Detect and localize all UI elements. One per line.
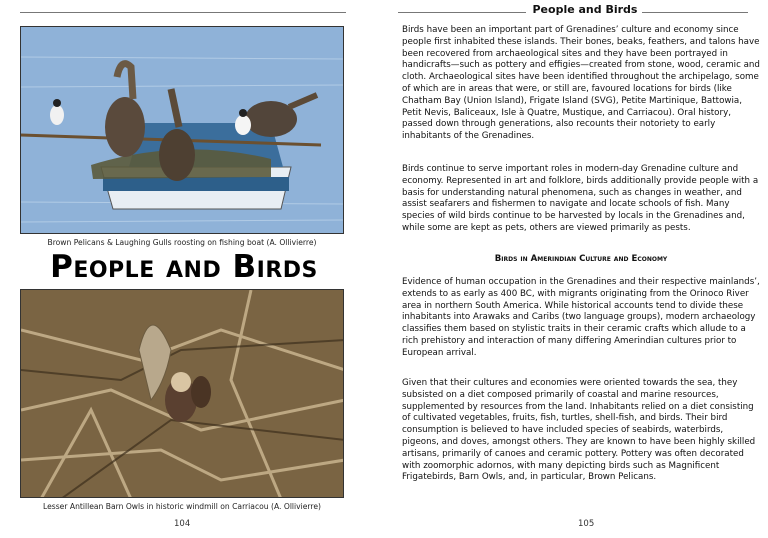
page-number-right: 105 bbox=[578, 519, 595, 529]
photo2-caption: Lesser Antillean Barn Owls in historic windmill on Carriacou (A. Ollivierre) bbox=[42, 502, 322, 511]
paragraph-2: Birds continue to serve important roles in modern-day Grenadine culture and economy. Represented in art and folklore, birds additionally provide people with a basis for understanding natural phenomena, such as changes in weather, and assist seafarers and fishermen to navigate and locate schools of fish. Many species of wild birds continue to be harvested by locals in the Grenadines and, while some are kept as pets, others are viewed primarily as pests. bbox=[402, 164, 759, 233]
section-subheading: Birds in Amerindian Culture and Economy bbox=[494, 254, 668, 264]
left-page bbox=[0, 0, 368, 538]
pelicans-on-boat-photo bbox=[20, 26, 344, 234]
header-rule-right bbox=[642, 12, 748, 13]
pelicans-illustration bbox=[21, 27, 344, 234]
header-rule bbox=[20, 12, 346, 13]
right-page bbox=[392, 0, 768, 538]
owls-illustration bbox=[21, 290, 344, 498]
paragraph-3: Evidence of human occupation in the Grenadines and their respective mainlands’, extends to as early as 400 BC, with migrants originating from the Orinoco River area in northern South America. While historical accounts tend to divide these inhabitants into Arawaks and Caribs (two language groups), modern archaeology classifies them based on stylistic traits in their ceramic crafts which allude to a rich prehistory and interaction of many differing Amerindian cultures prior to European arrival. bbox=[402, 277, 760, 358]
photo1-caption: Brown Pelicans & Laughing Gulls roosting on fishing boat (A. Ollivierre) bbox=[47, 238, 317, 247]
paragraph-4: Given that their cultures and economies were oriented towards the sea, they subsisted on a diet composed primarily of coastal and marine resources, supplemented by resources from the land. Inhabitants relied on a diet consisting of cultivated vegetables, fruits, fish, turtles, shell-fish, and birds. Their bird consumption is believed to have included species of seabirds, waterbirds, pigeons, and doves, amongst others. They are known to have been highly skilled artisans, primarily of canoes and ceramic pottery. Pottery was often decorated with zoomorphic adornos, with many depicting birds such as Magnificent Frigatebirds, Barn Owls, and, in particular, Brown Pelicans. bbox=[402, 378, 756, 483]
page-number-left: 104 bbox=[174, 519, 191, 529]
header-rule-left bbox=[398, 12, 526, 13]
barn-owls-photo bbox=[20, 289, 344, 498]
paragraph-1: Birds have been an important part of Grenadines’ culture and economy since people first inhabited these islands. Their bones, beaks, feathers, and talons have been recovered from archaeological sites and they have been portrayed in handicrafts—such as pottery and effigies—created from stone, wood, ceramic and cloth. Archaeological sites have been identified throughout the archipelago, some of which are in areas that were, or still are, favoured locations for birds (like Chatham Bay (Union Island), Frigate Island (SVG), Petite Martinique, Battowia, Petit Nevis, Baliceaux, Isle à Quatre, Mustique, and Carriacou). Oral history, passed down through generations, also recounts their notoriety to early inhabitants of the Grenadines. bbox=[402, 25, 760, 142]
chapter-title: People and Birds bbox=[50, 249, 318, 285]
running-head: People and Birds bbox=[532, 3, 638, 16]
